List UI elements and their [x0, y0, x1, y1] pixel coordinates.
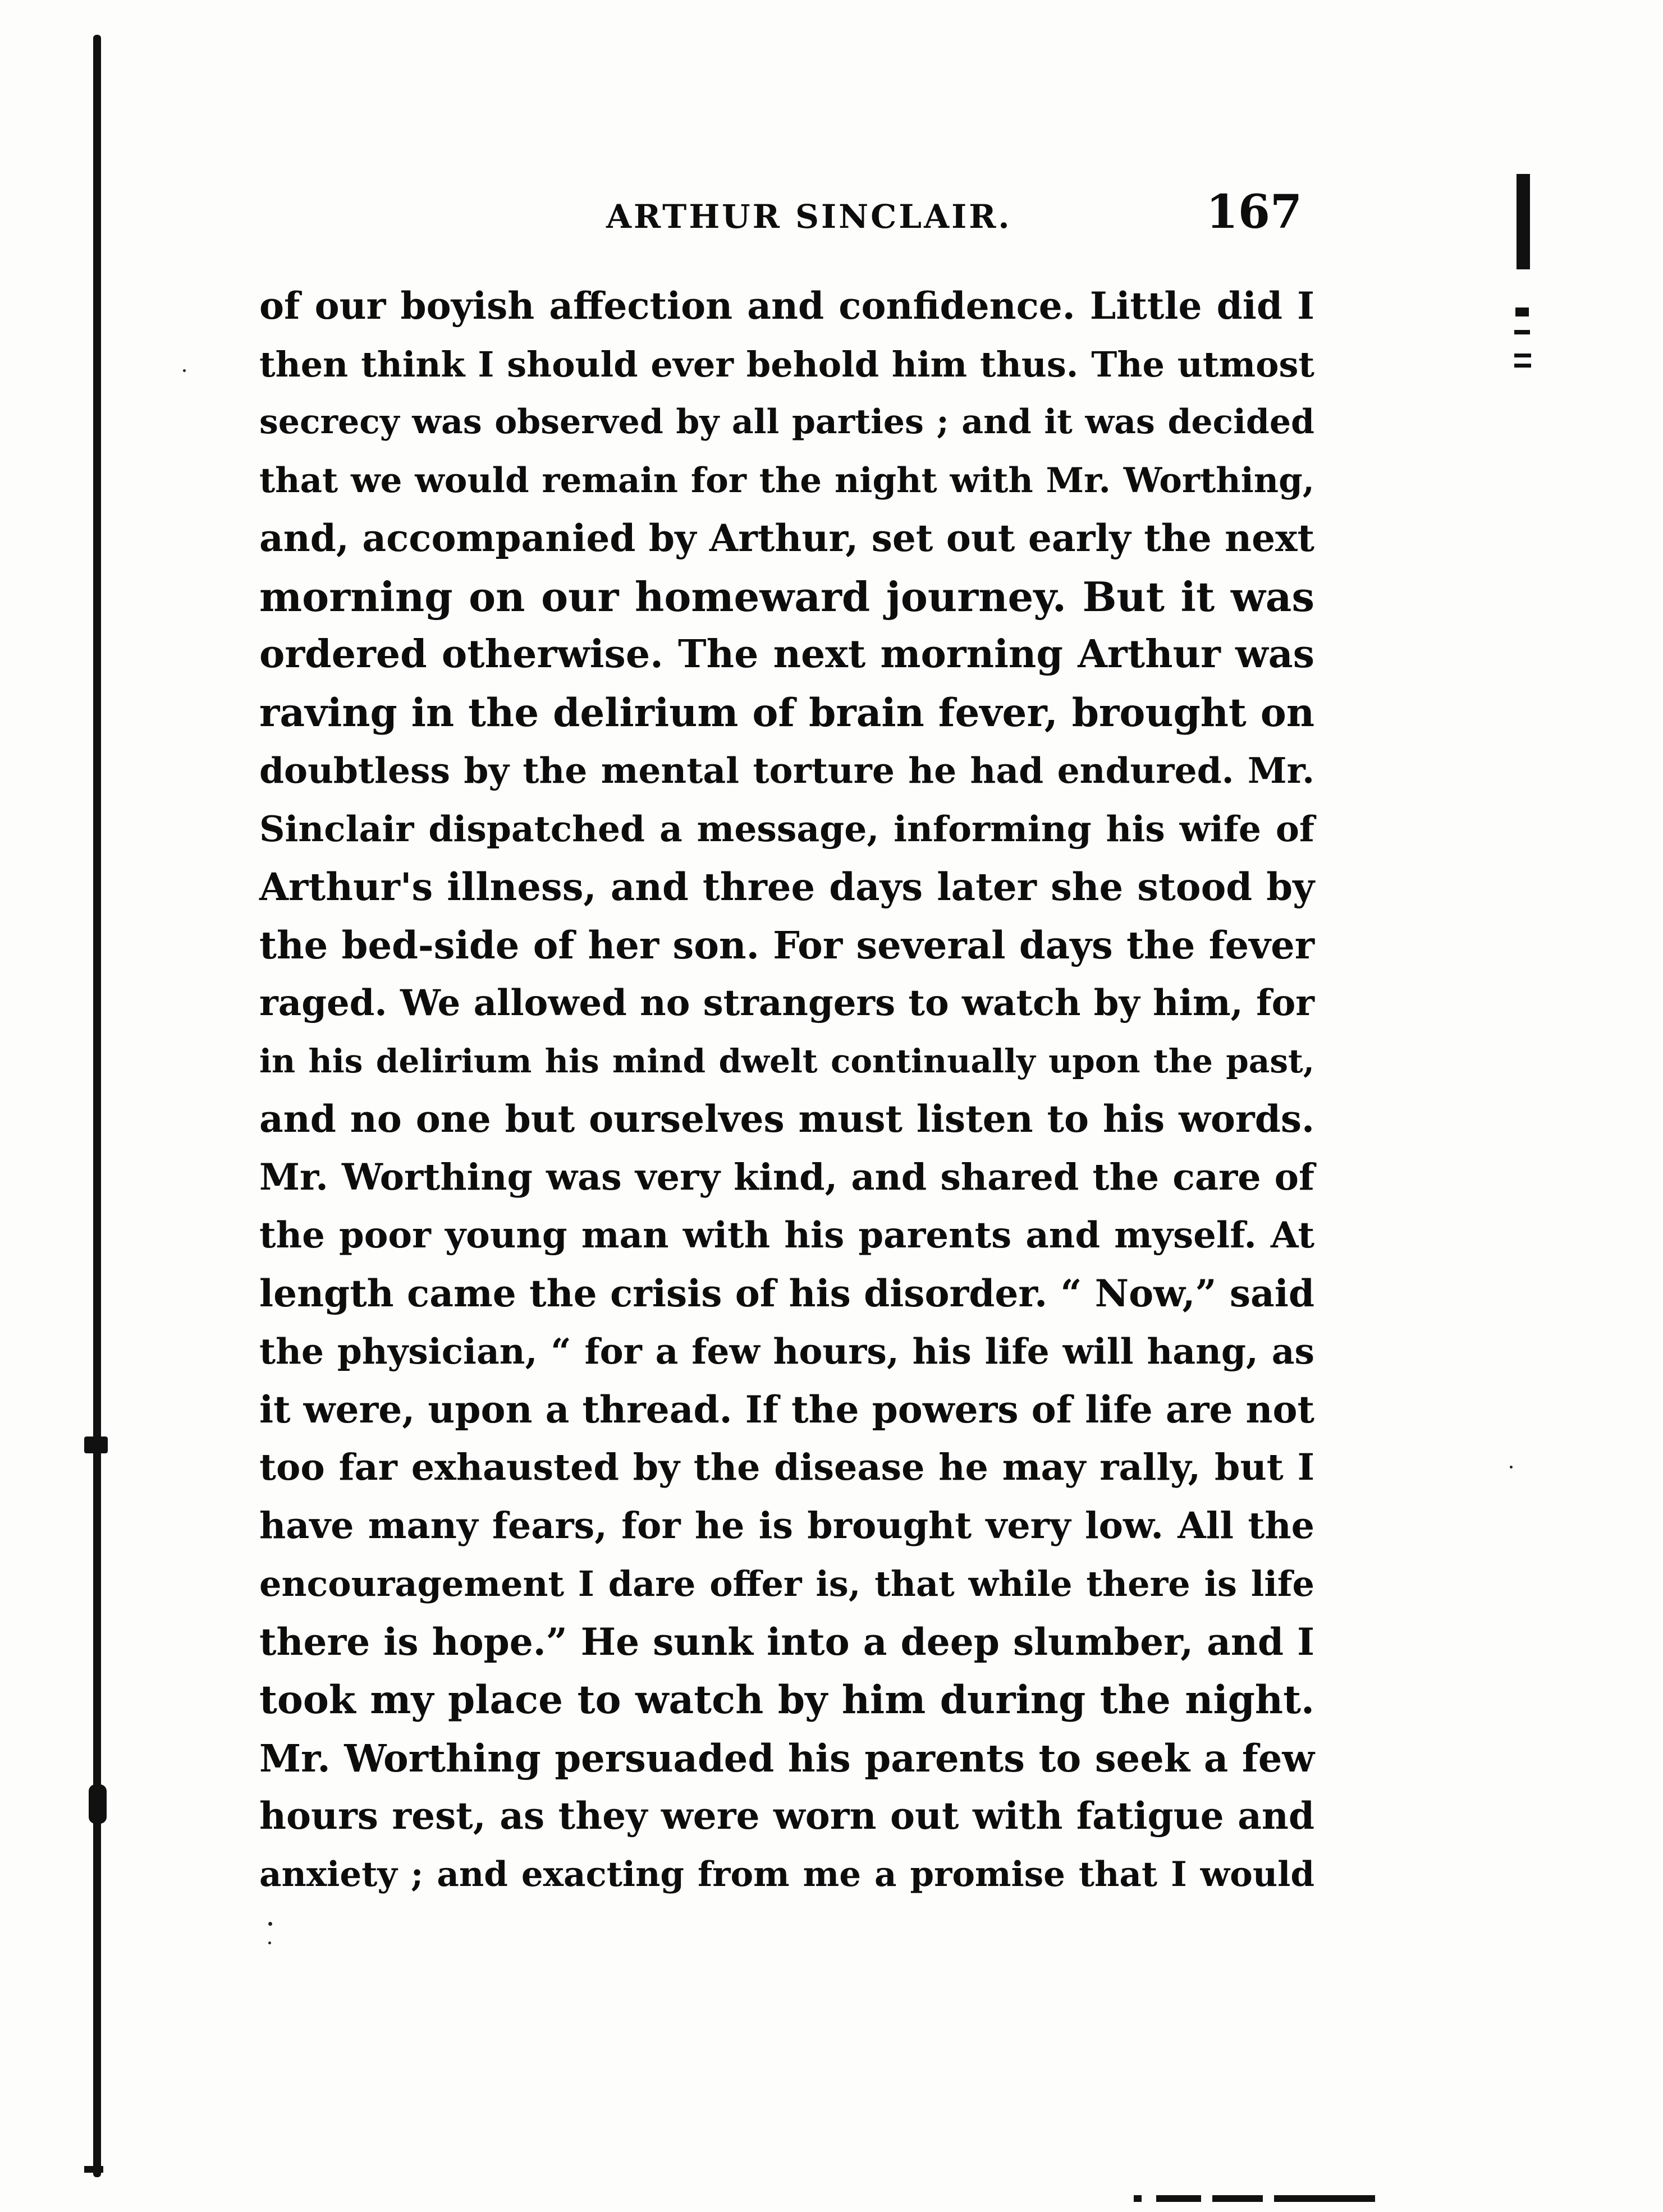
- text-line: it were, upon a thread. If the powers of life are not: [259, 1387, 1314, 1431]
- text-line: that we would remain for the night with Mr. Worthing,: [259, 460, 1314, 501]
- text-line: Sinclair dispatched a message, informing his wife of: [259, 807, 1314, 850]
- page-number: 167: [1206, 185, 1302, 239]
- scan-speck: [268, 1942, 271, 1944]
- text-line: and, accompanied by Arthur, set out early the next: [259, 516, 1314, 560]
- text-line: Mr. Worthing persuaded his parents to seek a few: [259, 1736, 1314, 1780]
- running-head-title: ARTHUR SINCLAIR.: [606, 198, 1012, 236]
- scan-speck: [268, 1922, 272, 1926]
- text-line: length came the crisis of his disorder. “ Now,” said: [259, 1271, 1314, 1315]
- text-line: ordered otherwise. The next morning Arthur was: [259, 632, 1314, 677]
- text-line: in his delirium his mind dwelt continually upon the past,: [259, 1041, 1314, 1080]
- text-line: and no one but ourselves must listen to his words.: [259, 1097, 1314, 1141]
- binding-mark: [84, 2166, 103, 2173]
- text-line: the bed-side of her son. For several days the fever: [259, 923, 1314, 967]
- scan-edge-mark: [1134, 2195, 1142, 2202]
- text-line: Arthur's illness, and three days later she stood by: [259, 865, 1314, 909]
- text-line: have many fears, for he is brought very low. All the: [259, 1504, 1314, 1547]
- text-line: the physician, “ for a few hours, his life will hang, as: [259, 1330, 1314, 1372]
- binding-mark: [84, 1437, 108, 1453]
- body-text: [259, 277, 1314, 1903]
- text-line: hours rest, as they were worn out with fatigue and: [259, 1794, 1314, 1838]
- scan-speck: [183, 369, 186, 372]
- binding-mark: [89, 1784, 107, 1824]
- running-head: [258, 185, 1325, 239]
- text-line: morning on our homeward journey. But it was: [259, 572, 1314, 621]
- scan-speck: [1510, 1466, 1513, 1468]
- text-line: anxiety ; and exacting from me a promise that I would: [259, 1854, 1314, 1894]
- scan-edge-mark: [1212, 2195, 1263, 2202]
- scan-edge-mark: [1514, 364, 1531, 368]
- text-line: there is hope.” He sunk into a deep slumber, and I: [259, 1619, 1314, 1664]
- text-line: the poor young man with his parents and myself. At: [259, 1214, 1314, 1256]
- scan-edge-mark: [1515, 308, 1529, 316]
- scan-edge-mark: [1514, 330, 1530, 334]
- binding-edge-line: [93, 35, 101, 2177]
- scan-edge-mark: [1517, 174, 1530, 269]
- text-line: raving in the delirium of brain fever, brought on: [259, 690, 1314, 736]
- text-line: of our boyish affection and confidence. Little did I: [259, 284, 1314, 328]
- text-line: encouragement I dare offer is, that while there is life: [259, 1563, 1314, 1604]
- scan-edge-mark: [1156, 2195, 1201, 2202]
- text-line: Mr. Worthing was very kind, and shared the care of: [259, 1155, 1314, 1199]
- text-line: took my place to watch by him during the night.: [259, 1677, 1314, 1723]
- scan-edge-mark: [1514, 354, 1531, 357]
- text-line: doubtless by the mental torture he had endured. Mr.: [259, 750, 1314, 791]
- text-line: then think I should ever behold him thus. The utmost: [259, 343, 1314, 385]
- scan-edge-mark: [1274, 2195, 1375, 2202]
- text-line: too far exhausted by the disease he may rally, but I: [259, 1446, 1314, 1489]
- text-line: secrecy was observed by all parties ; and it was decided: [259, 402, 1314, 442]
- text-line: raged. We allowed no strangers to watch by him, for: [259, 982, 1314, 1024]
